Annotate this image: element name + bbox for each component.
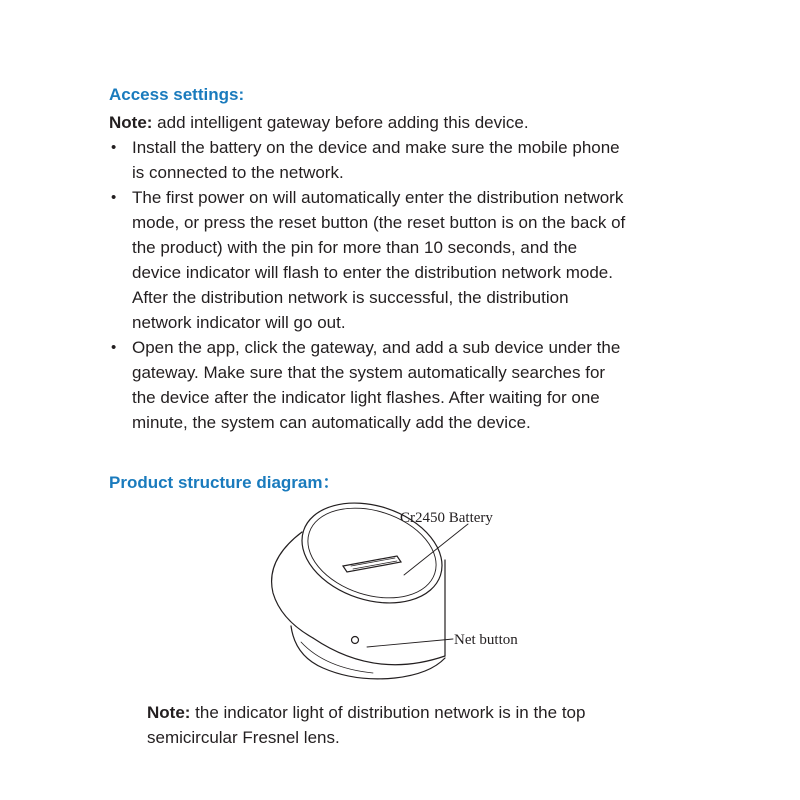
access-settings-heading: Access settings: [109,85,245,104]
step-3-line-4: minute, the system can automatically add the device. [132,413,531,432]
list-item [109,185,749,335]
step-1-line-1: Install the battery on the device and make sure the mobile phone [132,138,620,157]
net-button-leader-line [367,639,453,647]
step-2-line-3: the product) with the pin for more than 10 seconds, and the [132,238,578,257]
access-steps-list [109,135,749,435]
bullet-icon: • [111,189,117,206]
step-3-line-1: Open the app, click the gateway, and add a sub device under the [132,338,621,357]
step-2-line-2: mode, or press the reset button (the reset button is on the back of [132,213,626,232]
product-structure-diagram [255,498,555,693]
step-3-line-2: gateway. Make sure that the system automatically searches for [132,363,606,382]
list-item [109,135,749,185]
indicator-note [147,700,585,750]
step-2-line-4: device indicator will flash to enter the distribution network mode. [132,263,613,282]
step-1-line-2: is connected to the network. [132,163,344,182]
step-2-line-6: network indicator will go out. [132,313,346,332]
product-structure-heading: Product structure diagram： [109,473,340,492]
battery-label: Cr2450 Battery [400,510,493,526]
device-body-left-edge [272,532,313,638]
fresnel-lens-inner-line [301,642,373,673]
access-note-label: Note: [109,113,153,132]
step-3-line-3: the device after the indicator light flashes. After waiting for one [132,388,600,407]
net-button-label: Net button [454,632,518,648]
indicator-note-line-2: semicircular Fresnel lens. [147,728,340,747]
step-2-line-5: After the distribution network is successful, the distribution [132,288,569,307]
indicator-note-label: Note: [147,703,191,722]
fresnel-lens-outline [291,626,445,679]
step-2-line-1: The first power on will automatically enter the distribution network [132,188,624,207]
indicator-note-line-1: the indicator light of distribution network is in the top [190,703,586,722]
access-note-text: add intelligent gateway before adding this device. [152,113,529,132]
access-note [109,110,529,135]
net-button-icon [352,637,359,644]
list-item [109,335,749,435]
bullet-icon: • [111,339,117,356]
bullet-icon: • [111,139,117,156]
